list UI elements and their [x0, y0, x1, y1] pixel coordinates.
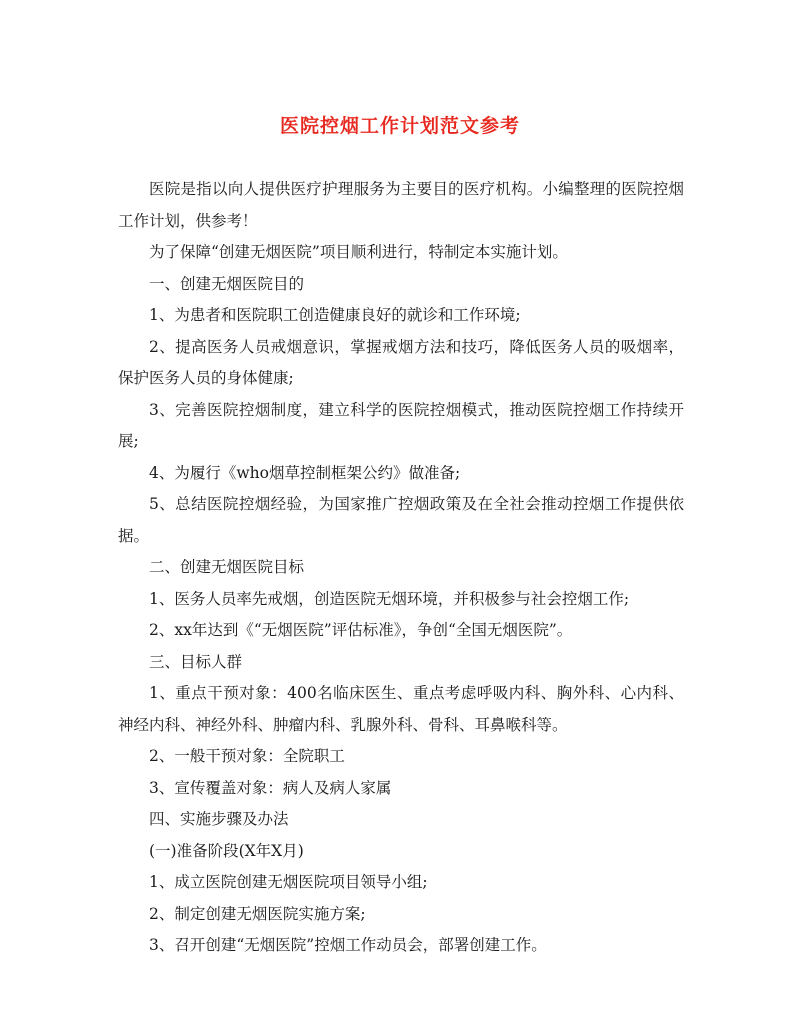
- list-item: 3、召开创建“无烟医院”控烟工作动员会，部署创建工作。: [149, 936, 547, 954]
- list-item: 5、总结医院控烟经验，为国家推广控烟政策及在全社会推动控烟工作提供依据。: [118, 495, 684, 545]
- list-item: 3、宣传覆盖对象：病人及病人家属: [149, 778, 392, 797]
- list-item: 1、为患者和医院职工创造健康良好的就诊和工作环境;: [149, 306, 521, 324]
- sub-heading: (一)准备阶段(X年X月): [149, 841, 304, 860]
- section-heading-4: 四、实施步骤及办法: [149, 810, 289, 828]
- list-item: 4、为履行《who烟草控制框架公约》做准备;: [149, 463, 461, 482]
- section-heading-2: 二、创建无烟医院目标: [149, 558, 305, 576]
- list-item: 3、完善医院控烟制度，建立科学的医院控烟模式，推动医院控烟工作持续开展;: [118, 400, 684, 450]
- list-item: 1、重点干预对象：400名临床医生、重点考虑呼吸内科、胸外科、心内科、神经内科、神经外科、肿瘤内科、乳腺外科、骨科、耳鼻喉科等。: [118, 684, 684, 734]
- paragraph-intro: 医院是指以向人提供医疗护理服务为主要目的医疗机构。小编整理的医院控烟工作计划，供参考！: [118, 180, 684, 230]
- list-item: 1、医务人员率先戒烟，创造医院无烟环境，并积极参与社会控烟工作;: [149, 589, 630, 608]
- section-heading-1: 一、创建无烟医院目的: [149, 274, 305, 293]
- list-item: 2、一般干预对象：全院职工: [149, 747, 345, 765]
- list-item: 2、制定创建无烟医院实施方案;: [149, 904, 366, 923]
- document-body: [118, 174, 684, 962]
- list-item: 2、xx年达到《“无烟医院”评估标准》，争创“全国无烟医院”。: [149, 621, 573, 639]
- document-title: 医院控烟工作计划范文参考: [279, 115, 520, 137]
- paragraph-purpose: 为了保障“创建无烟医院”项目顺利进行，特制定本实施计划。: [149, 243, 568, 261]
- section-heading-3: 三、目标人群: [149, 652, 243, 671]
- list-item: 2、提高医务人员戒烟意识，掌握戒烟方法和技巧，降低医务人员的吸烟率，保护医务人员的身体健康;: [118, 337, 684, 387]
- list-item: 1、成立医院创建无烟医院项目领导小组;: [149, 873, 428, 891]
